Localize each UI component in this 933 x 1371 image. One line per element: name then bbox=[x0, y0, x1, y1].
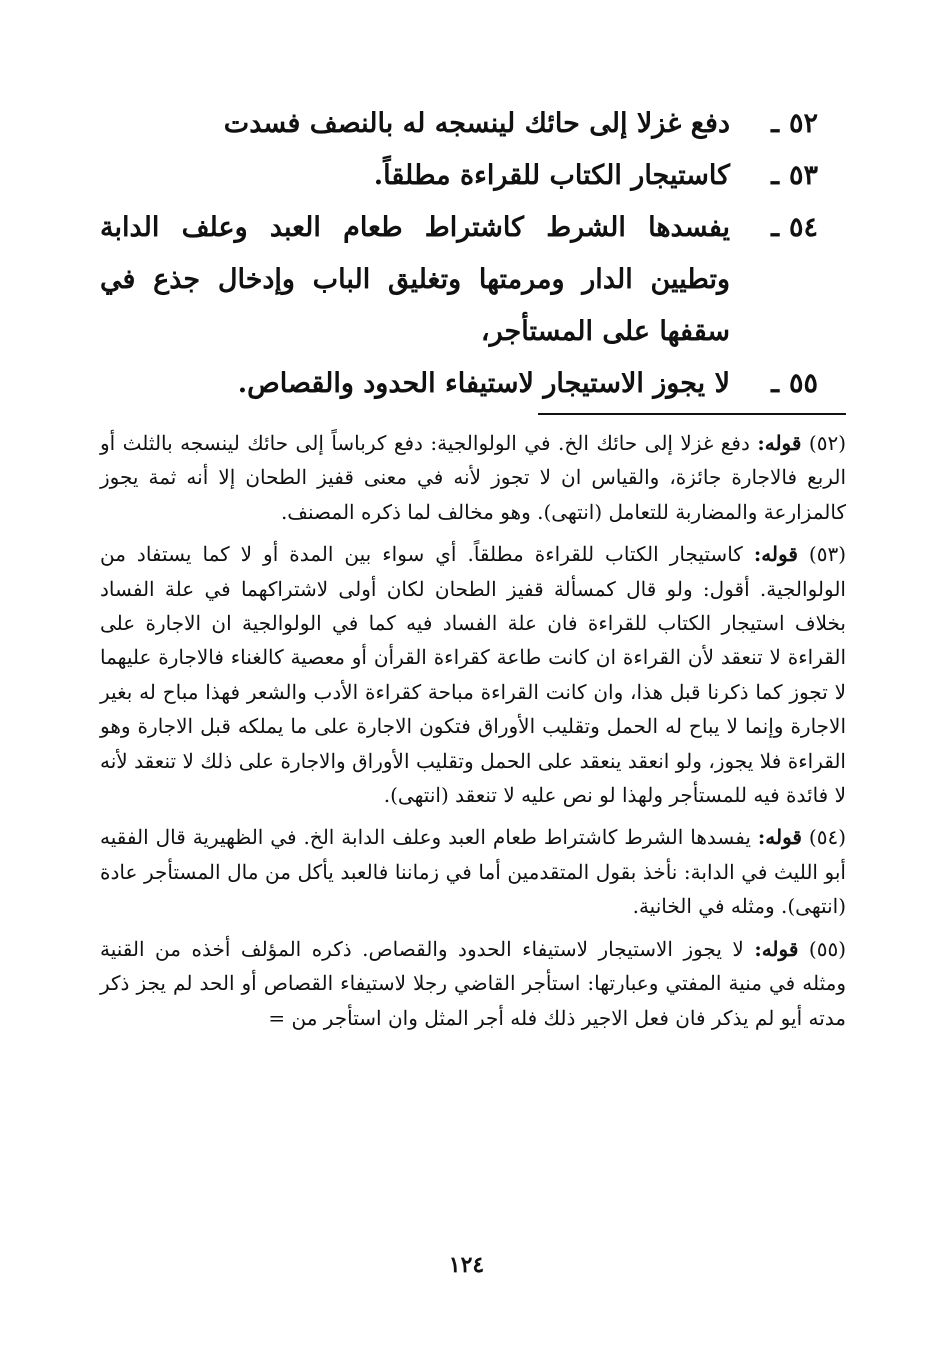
main-item-number: ٥٢ bbox=[788, 108, 818, 139]
footnote-ref: (٥٢) bbox=[808, 431, 846, 455]
footnote-54 bbox=[100, 820, 846, 923]
main-item-52 bbox=[100, 98, 818, 150]
footnote-ref: (٥٥) bbox=[808, 936, 847, 961]
footnote-divider bbox=[538, 413, 846, 415]
footnote-keyword: قوله: bbox=[757, 825, 802, 850]
main-item-54 bbox=[100, 202, 818, 358]
footnote-keyword: قوله: bbox=[753, 542, 798, 567]
footnote-keyword: قوله: bbox=[754, 936, 799, 961]
main-item-text: كاستيجار الكتاب للقراءة مطلقاً. bbox=[373, 160, 730, 191]
main-item-dash: ـ bbox=[771, 212, 779, 243]
main-item-text: دفع غزلا إلى حائك لينسجه له بالنصف فسدت bbox=[223, 108, 730, 139]
footnote-text: دفع غزلا إلى حائك الخ. في الولوالجية: دفع كرباساً إلى حائك لينسجه بالثلث أو الربع فالاجارة جائزة، والقياس ان لا تجوز لأنه في معنى قفيز الطحان إلا أنه ثمة يجوز كالمزارعة والمضاربة للتعامل (انتهى). وهو مخالف لما ذكره المصنف. bbox=[100, 431, 846, 524]
main-item-dash: ـ bbox=[771, 108, 779, 139]
footnotes-block bbox=[100, 426, 846, 1043]
page-number: ١٢٤ bbox=[448, 1252, 485, 1278]
footnote-text: كاستيجار الكتاب للقراءة مطلقاً. أي سواء بين المدة أو لا كما يستفاد من الولوالجية. أقول: ولو قال كمسألة قفيز الطحان لكان أولى لاشتراكهما في علة الفساد بخلاف استيجار الكتاب للقراءة فان علة الفساد فيه كما في الولوالجية ان الاجارة على القراءة لا تنعقد لأن القراءة ان كانت طاعة كقراءة القرأن أو معصية كالغناء فالاجارة عليهما لا تجوز كما ذكرنا قبل هذا، وان كانت القراءة مباحة كقراءة الأدب والشعر فهذا مباح له بغير الاجارة وإنما لا يباح له الحمل وتقليب الأوراق فتكون الاجارة على ما يملكه قبل الاجارة وهو القراءة فلا يجوز، ولو انعقد ينعقد على الحمل وتقليب الأوراق والاجارة على ذلك لا تنعقد لأنه لا فائدة فيه للمستأجر ولهذا لو نص عليه لا تنعقد (انتهى). bbox=[100, 542, 846, 808]
main-item-text: لا يجوز الاستيجار لاستيفاء الحدود والقصاص. bbox=[237, 368, 730, 399]
main-item-number-group bbox=[730, 202, 818, 254]
footnote-55 bbox=[100, 932, 846, 1035]
footnote-ref: (٥٣) bbox=[808, 542, 847, 567]
main-item-number-group bbox=[730, 98, 818, 150]
main-item-dash: ـ bbox=[771, 160, 779, 191]
main-item-number-group bbox=[730, 150, 818, 202]
main-item-number: ٥٤ bbox=[788, 212, 818, 243]
footnote-53 bbox=[100, 537, 846, 812]
footnote-52 bbox=[100, 426, 846, 529]
main-text-block bbox=[100, 98, 818, 410]
main-item-53 bbox=[100, 150, 818, 202]
main-item-text: يفسدها الشرط كاشتراط طعام العبد وعلف الدابة وتطيين الدار ومرمتها وتغليق الباب وإدخال جذع في سقفها على المستأجر، bbox=[100, 212, 730, 347]
footnote-text: لا يجوز الاستيجار لاستيفاء الحدود والقصاص. ذكره المؤلف أخذه من القنية ومثله في منية المفتي وعبارتها: استأجر القاضي رجلا لاستيفاء القصاص أو الحد لم يجز ذكر مدته أيو لم يذكر فان فعل الاجير ذلك فله أجر المثل وان استأجر من = bbox=[100, 936, 846, 1030]
main-item-number: ٥٥ bbox=[788, 368, 818, 399]
main-item-55 bbox=[100, 358, 818, 410]
footnote-ref: (٥٤) bbox=[808, 825, 847, 850]
footnote-text: يفسدها الشرط كاشتراط طعام العبد وعلف الدابة الخ. في الظهيرية قال الفقيه أبو الليث في الدابة: نأخذ بقول المتقدمين أما في زماننا فالعبد يأكل من مال المستأجر عادة (انتهى). ومثله في الخانية. bbox=[100, 825, 846, 919]
main-item-number: ٥٣ bbox=[788, 160, 818, 191]
main-item-dash: ـ bbox=[771, 368, 779, 399]
main-item-number-group bbox=[730, 358, 818, 410]
footnote-keyword: قوله: bbox=[757, 431, 802, 455]
